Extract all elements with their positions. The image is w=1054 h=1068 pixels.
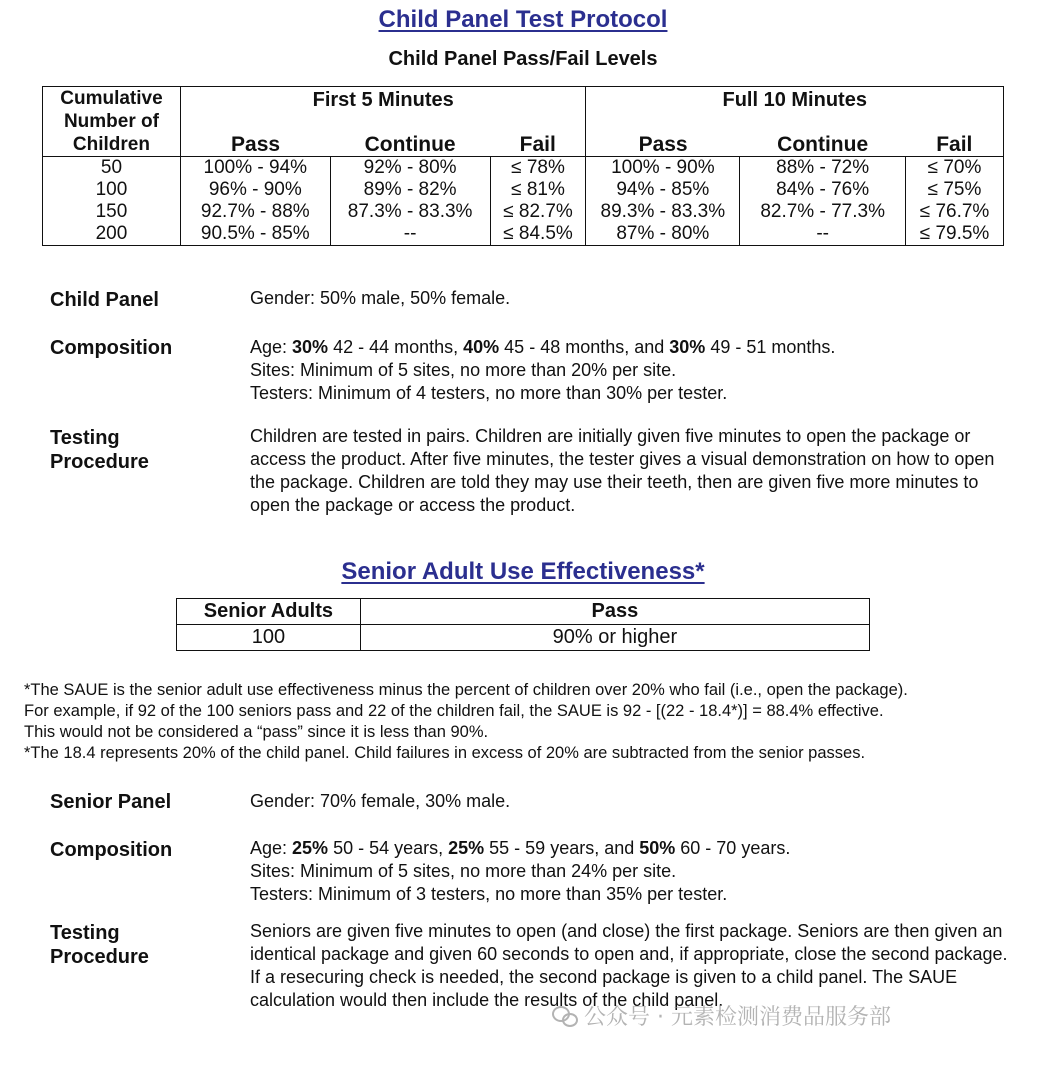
child-gender-text: Gender: 50% male, 50% female. (250, 288, 511, 308)
cell-pass-10: 87% - 80% (586, 223, 740, 246)
row-header-line3: Children (43, 133, 181, 157)
senior-sites-line: Sites: Minimum of 5 sites, no more than 24% per site. (250, 861, 677, 881)
age-prefix: Age: (250, 838, 293, 858)
col-header-continue-5: Continue (330, 133, 490, 157)
cell-fail-10: ≤ 76.7% (906, 201, 1004, 223)
cell-n: 50 (43, 157, 181, 180)
child-sites-line: Sites: Minimum of 5 sites, no more than 20% per site. (250, 360, 677, 380)
child-composition-text (250, 336, 1020, 405)
col-header-pass-10: Pass (586, 133, 740, 157)
table-row (43, 179, 1004, 201)
footnote-line-2: For example, if 92 of the 100 seniors pass and 22 of the children fail, the SAUE is 92 - [(22 - 18.4*)] = 88.4% effective. (24, 702, 884, 720)
col-header-pass-5: Pass (180, 133, 330, 157)
saue-footnote (24, 680, 1034, 764)
cell-fail-5: ≤ 81% (490, 179, 586, 201)
row-header-line2: Number of (43, 110, 181, 133)
group-header-full-10: Full 10 Minutes (586, 87, 1004, 134)
child-panel-label: Child Panel (50, 289, 159, 311)
cell-pass: 90% or higher (360, 625, 869, 651)
cell-fail-10: ≤ 79.5% (906, 223, 1004, 246)
col-header-pass: Pass (360, 599, 869, 625)
age-range-3: 60 - 70 years. (675, 838, 791, 858)
footnote-line-3: This would not be considered a “pass” since it is less than 90%. (24, 723, 489, 741)
col-header-senior-adults: Senior Adults (177, 599, 361, 625)
wechat-icon (552, 1006, 578, 1026)
senior-age-line (250, 837, 1020, 860)
cell-n: 200 (43, 223, 181, 246)
cell-continue-5: 89% - 82% (330, 179, 490, 201)
senior-composition-text (250, 837, 1020, 906)
senior-testers-line: Testers: Minimum of 3 testers, no more than 35% per tester. (250, 884, 728, 904)
cell-continue-5: 87.3% - 83.3% (330, 201, 490, 223)
cell-pass-5: 90.5% - 85% (180, 223, 330, 246)
group-header-first-5: First 5 Minutes (180, 87, 586, 134)
age-percent-3: 50% (639, 838, 676, 858)
col-header-fail-10: Fail (906, 133, 1004, 157)
cell-continue-10: -- (740, 223, 906, 246)
table-row (43, 201, 1004, 223)
label-testing: Testing (50, 922, 120, 944)
cell-fail-5: ≤ 84.5% (490, 223, 586, 246)
senior-gender-text: Gender: 70% female, 30% male. (250, 791, 511, 811)
cell-fail-10: ≤ 70% (906, 157, 1004, 180)
footnote-line-1: *The SAUE is the senior adult use effectiveness minus the percent of children over 20% who fail (i.e., open the package). (24, 681, 908, 699)
cell-pass-10: 100% - 90% (586, 157, 740, 180)
senior-composition-label: Composition (50, 839, 173, 861)
cell-pass-5: 92.7% - 88% (180, 201, 330, 223)
age-percent-1: 30% (292, 337, 329, 357)
cell-pass-5: 96% - 90% (180, 179, 330, 201)
age-percent-3: 30% (669, 337, 706, 357)
label-procedure: Procedure (50, 946, 149, 968)
age-range-2: 55 - 59 years, and (484, 838, 640, 858)
cell-n: 150 (43, 201, 181, 223)
age-percent-2: 25% (448, 838, 485, 858)
label-procedure: Procedure (50, 451, 149, 473)
label-testing: Testing (50, 427, 120, 449)
col-header-fail-5: Fail (490, 133, 586, 157)
child-testers-line: Testers: Minimum of 4 testers, no more than 30% per tester. (250, 383, 728, 403)
table-row (43, 157, 1004, 180)
age-percent-2: 40% (463, 337, 500, 357)
child-procedure-text: Children are tested in pairs. Children are initially given five minutes to open the package or access the product. After five minutes, the tester gives a visual demonstration on how to open the package. Children are told they may use their teeth, then are given five more minutes to open the package or access the product. (250, 426, 995, 515)
cell-fail-5: ≤ 82.7% (490, 201, 586, 223)
footnote-line-4: *The 18.4 represents 20% of the child panel. Child failures in excess of 20% are subtracted from the senior passes. (24, 744, 866, 762)
cell-fail-5: ≤ 78% (490, 157, 586, 180)
table-subtitle: Child Panel Pass/Fail Levels (388, 48, 658, 70)
cell-n: 100 (43, 179, 181, 201)
cell-continue-10: 84% - 76% (740, 179, 906, 201)
senior-panel-label: Senior Panel (50, 791, 172, 813)
cell-continue-5: 92% - 80% (330, 157, 490, 180)
age-prefix: Age: (250, 337, 293, 357)
age-range-2: 45 - 48 months, and (499, 337, 670, 357)
cell-pass-10: 89.3% - 83.3% (586, 201, 740, 223)
child-panel-table (42, 86, 1004, 246)
row-header-line1: Cumulative (43, 87, 181, 111)
age-percent-1: 25% (292, 838, 329, 858)
saue-heading: Senior Adult Use Effectiveness* (341, 558, 705, 585)
senior-procedure-text: Seniors are given five minutes to open (and close) the first package. Seniors are then given an identical package and given 60 seconds to open and, if appropriate, close the second package. If a resecuring check is needed, the second package is given to a child panel. The SAUE calculation would then include the results of the child panel. (250, 921, 1008, 1010)
senior-testing-procedure-label (50, 921, 149, 969)
watermark-text: 公众号 · 元素检测消费品服务部 (584, 1005, 891, 1030)
cell-fail-10: ≤ 75% (906, 179, 1004, 201)
cell-pass-5: 100% - 94% (180, 157, 330, 180)
table-row (43, 223, 1004, 246)
cell-senior-adults: 100 (177, 625, 361, 651)
cell-continue-10: 88% - 72% (740, 157, 906, 180)
child-age-line (250, 336, 1020, 359)
page-title: Child Panel Test Protocol (378, 6, 668, 33)
watermark (552, 1000, 891, 1031)
child-composition-label: Composition (50, 337, 173, 359)
senior-adult-table (176, 598, 870, 651)
child-testing-procedure-label (50, 426, 149, 474)
cell-continue-5: -- (330, 223, 490, 246)
age-range-1: 50 - 54 years, (328, 838, 449, 858)
table-row (177, 625, 870, 651)
age-range-1: 42 - 44 months, (328, 337, 464, 357)
age-range-3: 49 - 51 months. (705, 337, 836, 357)
col-header-continue-10: Continue (740, 133, 906, 157)
cell-continue-10: 82.7% - 77.3% (740, 201, 906, 223)
cell-pass-10: 94% - 85% (586, 179, 740, 201)
